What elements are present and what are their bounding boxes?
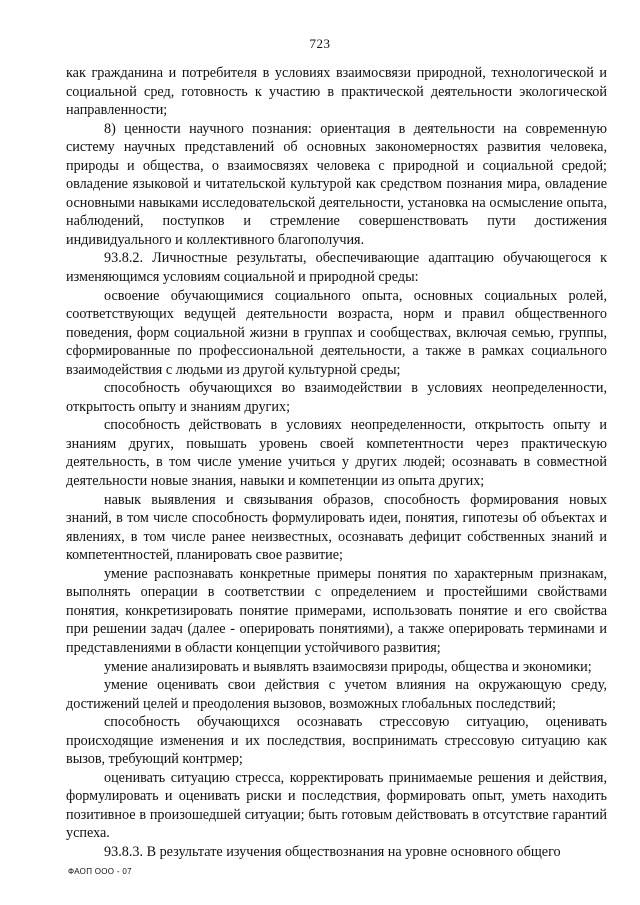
paragraph-9: умение анализировать и выявлять взаимосвязи природы, общества и экономики;	[104, 658, 592, 675]
paragraph-13: 93.8.3. В результате изучения обществознания на уровне основного общего	[104, 843, 561, 860]
paragraph-5: способность обучающихся во взаимодействии в условиях неопределенности, открытость опыту и знаниям других;	[66, 380, 607, 415]
paragraph-4: освоение обучающимися социального опыта, основных социальных ролей, соответствующих ведущей деятельности возраста, норм и правил общественного поведения, форм социальной жизни в группах и сообществах, включая семью, группы, сформированные по профессиональной деятельности, а также в рамках социального взаимодействия с людьми из другой культурной среды;	[66, 287, 607, 378]
paragraph-7: навык выявления и связывания образов, способность формирования новых знаний, в том числе способность формулировать идеи, понятия, гипотезы об объектах и явлениях, в том числе ранее неизвестных, осознавать дефицит собственных знаний и компетентностей, планировать свое развитие;	[66, 491, 607, 564]
paragraph-1: как гражданина и потребителя в условиях взаимосвязи природной, технологической и социальной сред, готовность к участию в практической деятельности экологической направленности;	[66, 65, 607, 119]
paragraph-12: оценивать ситуацию стресса, корректировать принимаемые решения и действия, формулировать и оценивать риски и последствия, формировать опыт, уметь находить позитивное в произошедшей ситуации; быть готовым действовать в отсутствие гарантий успеха.	[66, 769, 607, 842]
footer-code: ФАОП ООО - 07	[68, 867, 132, 876]
paragraph-10: умение оценивать свои действия с учетом влияния на окружающую среду, достижений целей и преодоления вызовов, возможных глобальных последствий;	[66, 677, 607, 712]
paragraph-3: 93.8.2. Личностные результаты, обеспечивающие адаптацию обучающегося к изменяющимся условиям социальной и природной среды:	[66, 250, 607, 286]
page-number: 723	[309, 36, 331, 51]
document-body	[66, 64, 607, 862]
paragraph-6: способность действовать в условиях неопределенности, открытость опыту и знаниям других, повышать уровень своей компетентности через практическую деятельность, в том числе умение учиться у других людей; осознавать в совместной деятельности новые знания, навыки и компетенции из опыта других;	[66, 417, 607, 490]
paragraph-8: умение распознавать конкретные примеры понятия по характерным признакам, выполнять операции в соответствии с определением и простейшими свойствами понятия, конкретизировать понятие примерами, использовать понятие и его свойства при решении задач (далее - оперировать понятиями), а также оперировать терминами и представлениями в области концепции устойчивого развития;	[66, 565, 607, 656]
paragraph-2: 8) ценности научного познания: ориентация в деятельности на современную систему научных представлений об основных закономерностях развития человека, природы и общества, о взаимосвязях человека с природной и социальной средой; овладение языковой и читательской культурой как средством познания мира, овладение основными навыками исследовательской деятельности, установка на осмысление опыта, наблюдений, поступков и стремление совершенствовать пути достижения индивидуального и коллективного благополучия.	[66, 120, 607, 248]
paragraph-11: способность обучающихся осознавать стрессовую ситуацию, оценивать происходящие изменения и их последствия, воспринимать стрессовую ситуацию как вызов, требующий контрмер;	[66, 714, 607, 768]
